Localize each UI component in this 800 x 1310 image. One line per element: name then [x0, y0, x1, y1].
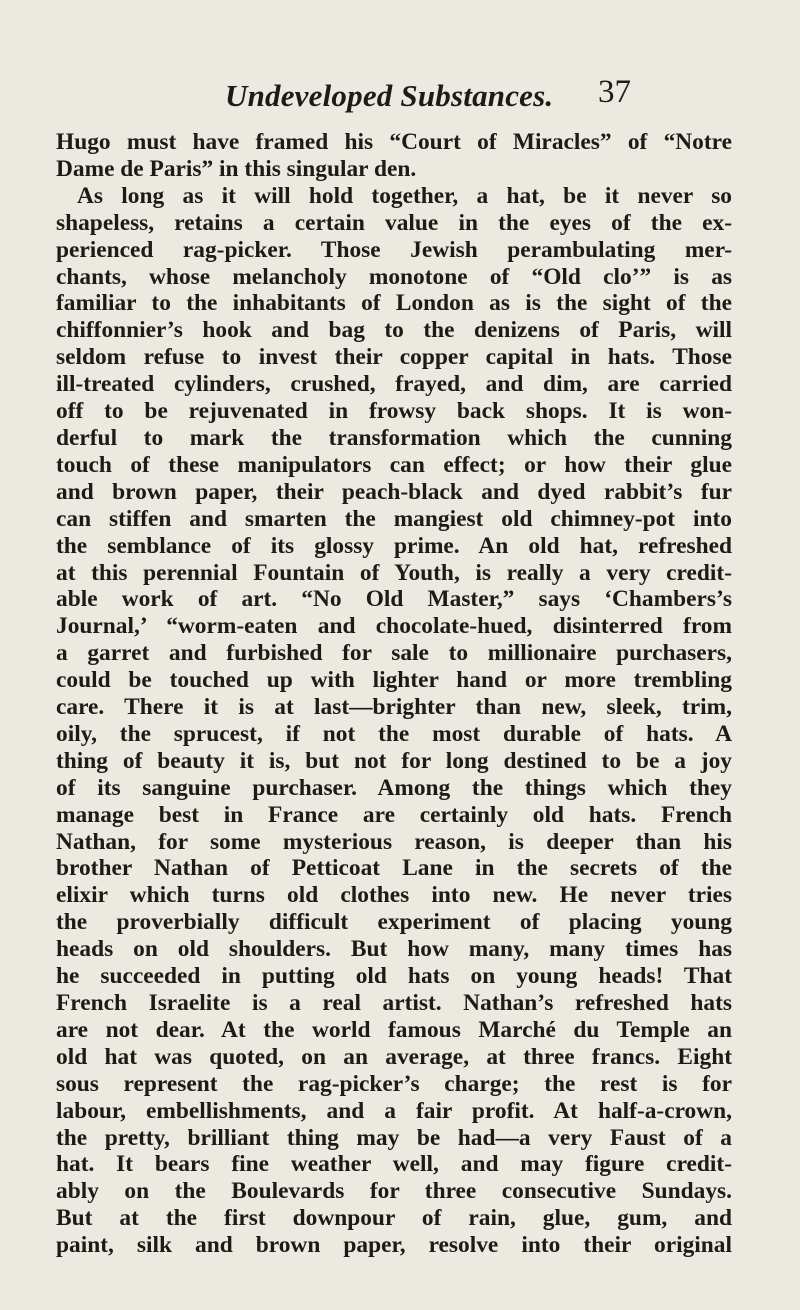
text-line: ill-treated cylinders, crushed, frayed, and dim, are carried: [56, 371, 732, 398]
text-line: But at the first downpour of rain, glue, gum, and: [56, 1205, 732, 1232]
text-line: he succeeded in putting old hats on young heads! That: [56, 963, 732, 990]
text-line: could be touched up with lighter hand or more trembling: [56, 667, 732, 694]
text-line: elixir which turns old clothes into new. He never tries: [56, 882, 732, 909]
text-line: French Israelite is a real artist. Nathan’s refreshed hats: [56, 990, 732, 1016]
text-line: manage best in France are certainly old hats. French: [56, 801, 732, 828]
text-line: and brown paper, their peach-black and dyed rabbit’s fur: [56, 478, 732, 505]
text-line: at this perennial Fountain of Youth, is really a very credit-: [56, 559, 732, 586]
text-line: chiffonnier’s hook and bag to the denizens of Paris, will: [56, 317, 732, 344]
text-line: chants, whose melancholy monotone of “Old clo’” is as: [56, 263, 732, 290]
text-line: the pretty, brilliant thing may be had—a very Faust of a: [56, 1124, 732, 1151]
text-line: old hat was quoted, on an average, at three francs. Eight: [56, 1043, 732, 1070]
text-line: care. There it is at last—brighter than new, sleek, trim,: [56, 694, 732, 721]
running-title: Undeveloped Substances.: [225, 78, 554, 113]
body-text: [56, 129, 732, 1259]
text-line: Hugo must have framed his “Court of Miracles” of “Notre: [56, 129, 732, 155]
text-line: labour, embellishments, and a fair profit. At half-a-crown,: [56, 1097, 732, 1124]
text-line: ably on the Boulevards for three consecutive Sundays.: [56, 1178, 732, 1205]
text-line: can stiffen and smarten the mangiest old chimney-pot into: [56, 505, 732, 532]
page-number: 37: [598, 74, 631, 110]
text-line: touch of these manipulators can effect; or how their glue: [56, 451, 732, 478]
text-line: are not dear. At the world famous Marché du Temple an: [56, 1016, 732, 1043]
text-line: off to be rejuvenated in frowsy back shops. It is won-: [56, 398, 732, 425]
text-line: Nathan, for some mysterious reason, is deeper than his: [56, 828, 732, 855]
text-line: shapeless, retains a certain value in the eyes of the ex-: [56, 209, 732, 236]
text-line: able work of art. “No Old Master,” says ‘Chambers’s: [56, 586, 732, 613]
text-line: hat. It bears fine weather well, and may figure credit-: [56, 1151, 732, 1178]
text-line: familiar to the inhabitants of London as is the sight of the: [56, 290, 732, 317]
text-line: brother Nathan of Petticoat Lane in the secrets of the: [56, 855, 732, 882]
text-line: perienced rag-picker. Those Jewish perambulating mer-: [56, 236, 732, 263]
text-line: of its sanguine purchaser. Among the things which they: [56, 774, 732, 801]
text-line: derful to mark the transformation which the cunning: [56, 424, 732, 451]
text-line: heads on old shoulders. But how many, many times has: [56, 936, 732, 963]
text-line: oily, the sprucest, if not the most durable of hats. A: [56, 720, 732, 747]
text-line: the semblance of its glossy prime. An old hat, refreshed: [56, 532, 732, 559]
text-line: seldom refuse to invest their copper capital in hats. Those: [56, 344, 732, 371]
text-line: thing of beauty it is, but not for long destined to be a joy: [56, 747, 732, 774]
text-line: Journal,’ “worm-eaten and chocolate-hued, disinterred from: [56, 613, 732, 640]
text-line: sous represent the rag-picker’s charge; the rest is for: [56, 1070, 732, 1097]
text-line: paint, silk and brown paper, resolve into their original: [56, 1232, 732, 1259]
text-line: As long as it will hold together, a hat, be it never so: [77, 182, 732, 209]
text-line: the proverbially difficult experiment of placing young: [56, 909, 732, 936]
text-line: a garret and furbished for sale to millionaire purchasers,: [56, 640, 732, 667]
text-line: Dame de Paris” in this singular den.: [56, 155, 417, 182]
